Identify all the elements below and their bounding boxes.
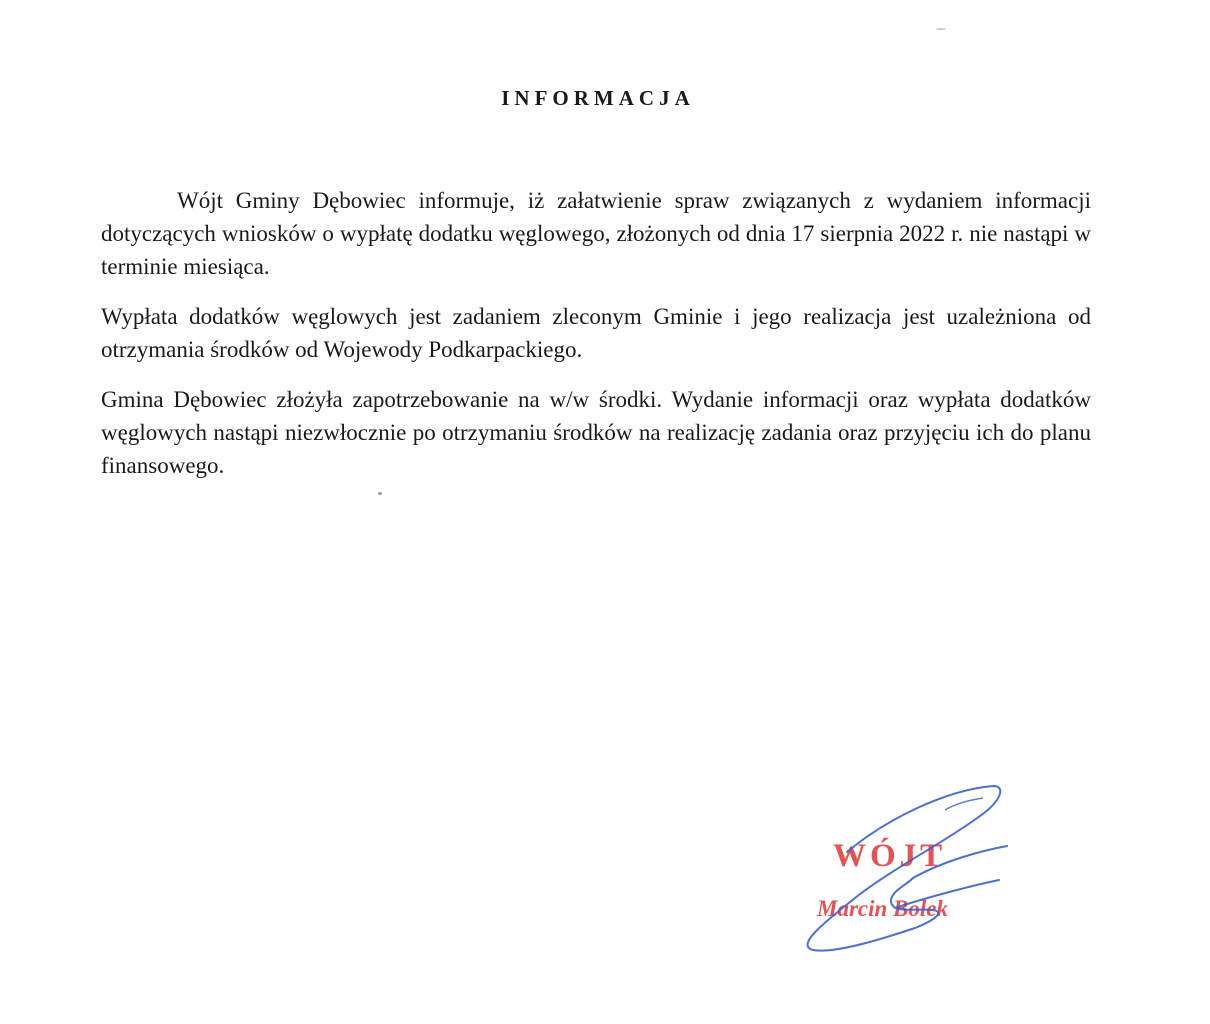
signature-icon: [795, 780, 1015, 960]
document-title: INFORMACJA: [501, 86, 695, 110]
paragraph-2: Wypłata dodatków węglowych jest zadaniem zleconym Gminie i jego realizacja jest uzależniona od otrzymania środków od Wojewody Podkarpackiego.: [101, 304, 1091, 362]
paragraph-3: Gmina Dębowiec złożyła zapotrzebowanie na w/w środki. Wydanie informacji oraz wypłata dodatków węglowych nastąpi niezwłocznie po otrzymaniu środków na realizację zadania oraz przyjęciu ich do planu finansowego.: [101, 387, 1091, 478]
scan-speck: [378, 492, 382, 495]
stamp-name: Marcin Bolek: [817, 896, 948, 921]
stamp-title: WÓJT: [833, 838, 947, 874]
scan-speck: [936, 28, 946, 30]
paragraph-1: Wójt Gminy Dębowiec informuje, iż załatwienie spraw związanych z wydaniem informacji dotyczących wniosków o wypłatę dodatku węglowego, złożonych od dnia 17 sierpnia 2022 r. nie nastąpi w terminie miesiąca.: [101, 188, 1091, 279]
document-body: [101, 184, 1091, 499]
official-stamp: [795, 780, 1015, 960]
